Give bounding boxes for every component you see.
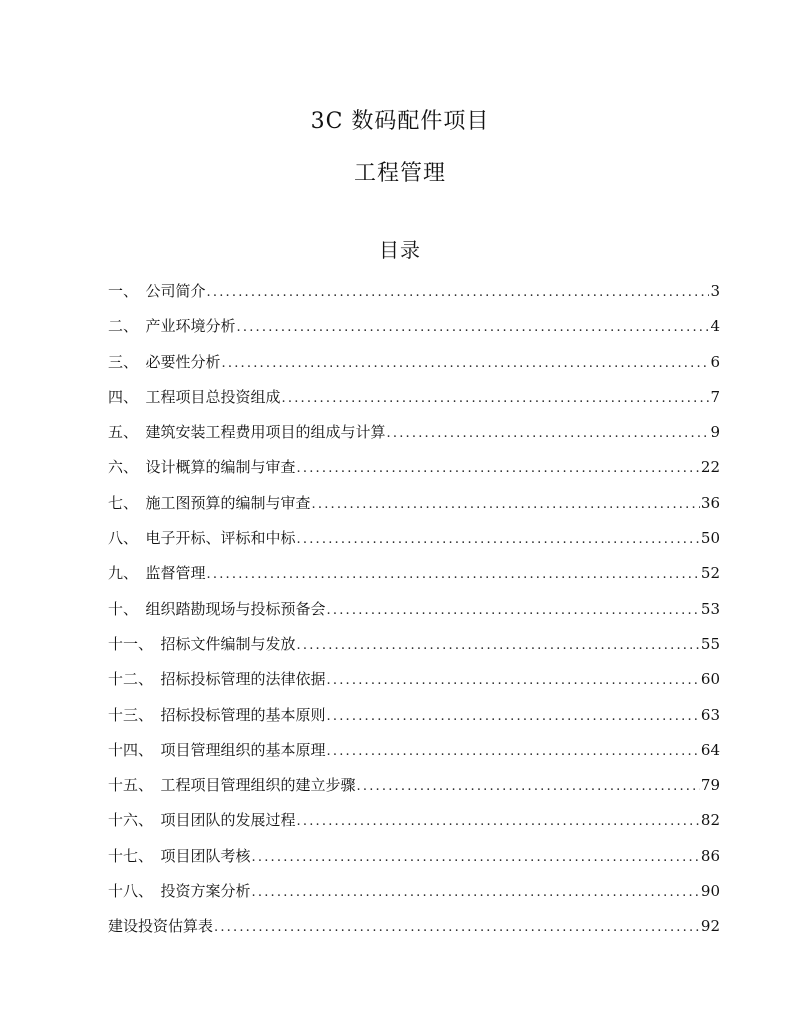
toc-entry[interactable] (108, 527, 720, 562)
toc-dot-leader (207, 567, 700, 582)
toc-entry-page: 50 (700, 529, 720, 548)
toc-entry[interactable] (108, 421, 720, 456)
toc-entry-page: 36 (700, 493, 720, 512)
toc-entry-page: 55 (700, 634, 720, 653)
toc-dot-leader (387, 426, 710, 441)
toc-dot-leader (282, 391, 710, 406)
toc-dot-leader (327, 603, 700, 618)
toc-entry-title: 建设投资估算表 (108, 917, 214, 936)
toc-entry-number: 四、 (108, 387, 146, 406)
toc-dot-leader (327, 673, 700, 688)
toc-entry-page: 82 (700, 811, 720, 830)
toc-entry[interactable] (108, 915, 720, 950)
toc-entry-page: 60 (700, 670, 720, 689)
toc-entry-page: 53 (700, 599, 720, 618)
toc-entry-number: 三、 (108, 352, 146, 371)
toc-entry-number: 十八、 (108, 882, 161, 901)
toc-entry[interactable] (108, 880, 720, 915)
toc-entry-title: 设计概算的编制与审查 (145, 458, 296, 477)
toc-dot-leader (214, 920, 700, 935)
toc-entry-number: 十一、 (108, 634, 161, 653)
toc-entry-title: 招标文件编制与发放 (160, 634, 296, 653)
toc-entry-title: 招标投标管理的基本原则 (160, 705, 326, 724)
toc-entry-page: 90 (700, 882, 720, 901)
toc-entry-number: 十六、 (108, 811, 161, 830)
toc-entry[interactable] (108, 809, 720, 844)
toc-entry-title: 招标投标管理的法律依据 (160, 670, 326, 689)
toc-entry-page: 6 (710, 352, 720, 371)
toc-entry-title: 产业环境分析 (145, 317, 236, 336)
document-title: 3C 数码配件项目 (310, 109, 490, 134)
toc-entry-number: 九、 (108, 564, 146, 583)
toc-entry-title: 项目管理组织的基本原理 (160, 740, 326, 759)
toc-entry-page: 22 (700, 458, 720, 477)
toc-dot-leader (252, 885, 700, 900)
toc-entry-page: 9 (710, 423, 720, 442)
toc-entry[interactable] (108, 598, 720, 633)
toc-entry-title: 投资方案分析 (160, 882, 251, 901)
toc-entry[interactable] (108, 280, 720, 315)
toc-dot-leader (252, 850, 700, 865)
toc-entry-number: 十七、 (108, 846, 161, 865)
toc-entry-page: 4 (710, 317, 720, 336)
toc-dot-leader (357, 779, 700, 794)
toc-entry[interactable] (108, 562, 720, 597)
toc-entry[interactable] (108, 704, 720, 739)
toc-dot-leader (297, 461, 700, 476)
toc-entry-number: 十、 (108, 599, 146, 618)
toc-entry-number: 八、 (108, 529, 146, 548)
toc-entry[interactable] (108, 492, 720, 527)
toc-dot-leader (327, 744, 700, 759)
toc-entry-number: 五、 (108, 423, 146, 442)
toc-entry-page: 92 (700, 917, 720, 936)
toc-entry-page: 52 (700, 564, 720, 583)
toc-entry-title: 项目团队考核 (160, 846, 251, 865)
toc-entry-number: 十二、 (108, 670, 161, 689)
toc-dot-leader (207, 285, 710, 300)
toc-entry[interactable] (108, 351, 720, 386)
toc-entry-title: 公司简介 (145, 282, 206, 300)
toc-entry-title: 组织踏勘现场与投标预备会 (145, 599, 326, 618)
toc-dot-leader (297, 814, 700, 829)
toc-dot-leader (297, 532, 700, 547)
toc-entry[interactable] (108, 739, 720, 774)
toc-entry[interactable] (108, 845, 720, 880)
toc-heading: 目录 (379, 238, 421, 262)
toc-entry-page: 3 (710, 282, 720, 300)
toc-entry-number: 十五、 (108, 776, 161, 795)
toc-entry-page: 63 (700, 705, 720, 724)
toc-entry[interactable] (108, 315, 720, 350)
toc-entry-title: 工程项目总投资组成 (145, 387, 281, 406)
toc-entry[interactable] (108, 633, 720, 668)
toc-entry[interactable] (108, 668, 720, 703)
toc-entry[interactable] (108, 774, 720, 809)
toc-entry[interactable] (108, 386, 720, 421)
toc-entry-title: 建筑安装工程费用项目的组成与计算 (145, 423, 386, 442)
toc-entry-number: 二、 (108, 317, 146, 336)
toc-entry-title: 工程项目管理组织的建立步骤 (160, 776, 356, 795)
toc-entry-number: 七、 (108, 493, 146, 512)
toc-dot-leader (312, 497, 700, 512)
toc-dot-leader (222, 356, 710, 371)
toc-entry[interactable] (108, 456, 720, 491)
toc-dot-leader (237, 320, 710, 335)
toc-entry-number: 十四、 (108, 740, 161, 759)
table-of-contents (108, 280, 720, 951)
toc-entry-number: 一、 (108, 282, 146, 300)
toc-entry-title: 电子开标、评标和中标 (145, 529, 296, 548)
toc-entry-title: 监督管理 (145, 564, 206, 583)
document-subtitle: 工程管理 (353, 161, 446, 186)
toc-entry-page: 79 (700, 776, 720, 795)
toc-entry-page: 86 (700, 846, 720, 865)
toc-dot-leader (327, 709, 700, 724)
toc-entry-number: 十三、 (108, 705, 161, 724)
toc-entry-number: 六、 (108, 458, 146, 477)
toc-entry-title: 必要性分析 (145, 352, 221, 371)
toc-entry-title: 施工图预算的编制与审查 (145, 493, 311, 512)
toc-entry-title: 项目团队的发展过程 (160, 811, 296, 830)
toc-entry-page: 64 (700, 740, 720, 759)
toc-dot-leader (297, 638, 700, 653)
toc-entry-page: 7 (710, 387, 720, 406)
